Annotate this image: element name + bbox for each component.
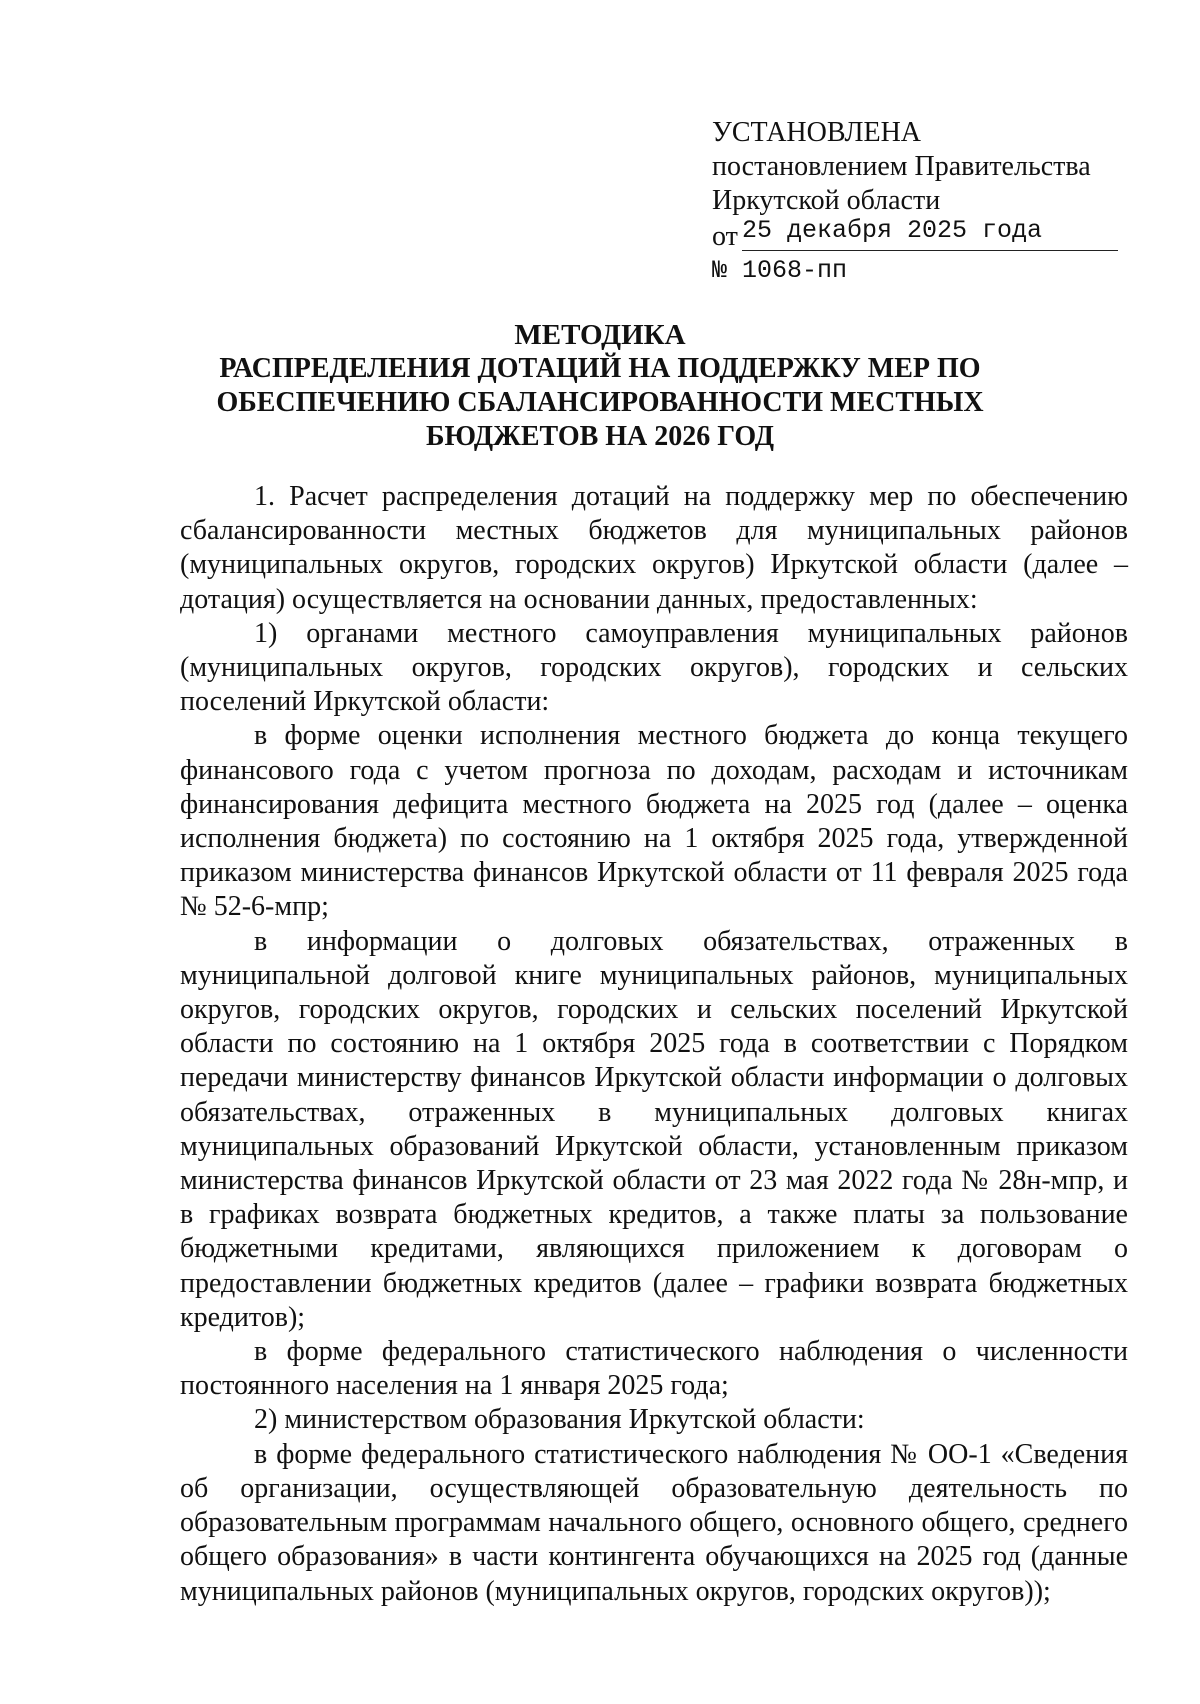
approval-date-row (712, 218, 1122, 252)
approval-date: 25 декабря 2025 года (742, 214, 1118, 251)
paragraph: в информации о долговых обязательствах, отраженных в муниципальной долговой книге муниципальных районов, муниципальных округов, городских округов, городских и сельских поселений Иркутской области по состоянию на 1 октября 2025 года в соответствии с Порядком передачи министерству финансов Иркутской области информации о долговых обязательствах, отраженных в муниципальных долговых книгах муниципальных образований Иркутской области, установленным приказом министерства финансов Иркутской области от 23 мая 2022 года № 28н-мпр, и в графиках возврата бюджетных кредитов, а также платы за пользование бюджетными кредитами, являющихся приложением к договорам о предоставлении бюджетных кредитов (далее – графики возврата бюджетных кредитов); (180, 925, 1128, 1333)
approval-authority: постановлением Правительства (712, 151, 1091, 182)
title-line-3: ОБЕСПЕЧЕНИЮ СБАЛАНСИРОВАННОСТИ МЕСТНЫХ (216, 387, 984, 418)
paragraph: 1) органами местного самоуправления муниципальных районов (муниципальных округов, городских округов), городских и сельских поселений Иркутской области: (180, 617, 1128, 718)
paragraph: 1. Расчет распределения дотаций на поддержку мер по обеспечению сбалансированности местных бюджетов для муниципальных районов (муниципальных округов, городских округов) Иркутской области (далее – дотация) осуществляется на основании данных, предоставленных: (180, 481, 1128, 615)
paragraph: в форме федерального статистического наблюдения № ОО-1 «Сведения об организации, осуществляющей образовательную деятельность по образовательным программам начального общего, основного общего, среднего общего образования» в части контингента обучающихся на 2025 год (данные муниципальных районов (муниципальных округов, городских округов)); (180, 1438, 1128, 1607)
paragraph: в форме оценки исполнения местного бюджета до конца текущего финансового года с учетом прогноза по доходам, расходам и источникам финансирования дефицита местного бюджета на 2025 год (далее – оценка исполнения бюджета) по состоянию на 1 октября 2025 года, утвержденной приказом министерства финансов Иркутской области от 11 февраля 2025 года № 52-6-мпр; (180, 720, 1128, 923)
title-line-4: БЮДЖЕТОВ НА 2026 ГОД (425, 421, 775, 452)
approval-from-label: от (712, 221, 738, 252)
approval-number: № 1068-пп (712, 256, 848, 285)
approval-heading: УСТАНОВЛЕНА (712, 117, 922, 148)
title-line-2: РАСПРЕДЕЛЕНИЯ ДОТАЦИЙ НА ПОДДЕРЖКУ МЕР ПО (219, 353, 981, 384)
approval-region: Иркутской области (712, 185, 941, 216)
approval-block (712, 116, 1122, 288)
title-line-1: МЕТОДИКА (514, 319, 686, 351)
paragraph: 2) министерством образования Иркутской области: (254, 1404, 865, 1436)
paragraph: в форме федерального статистического наблюдения о численности постоянного населения на 1 января 2025 года; (180, 1336, 1128, 1402)
document-title (100, 318, 1100, 454)
document-body (180, 480, 1128, 1609)
